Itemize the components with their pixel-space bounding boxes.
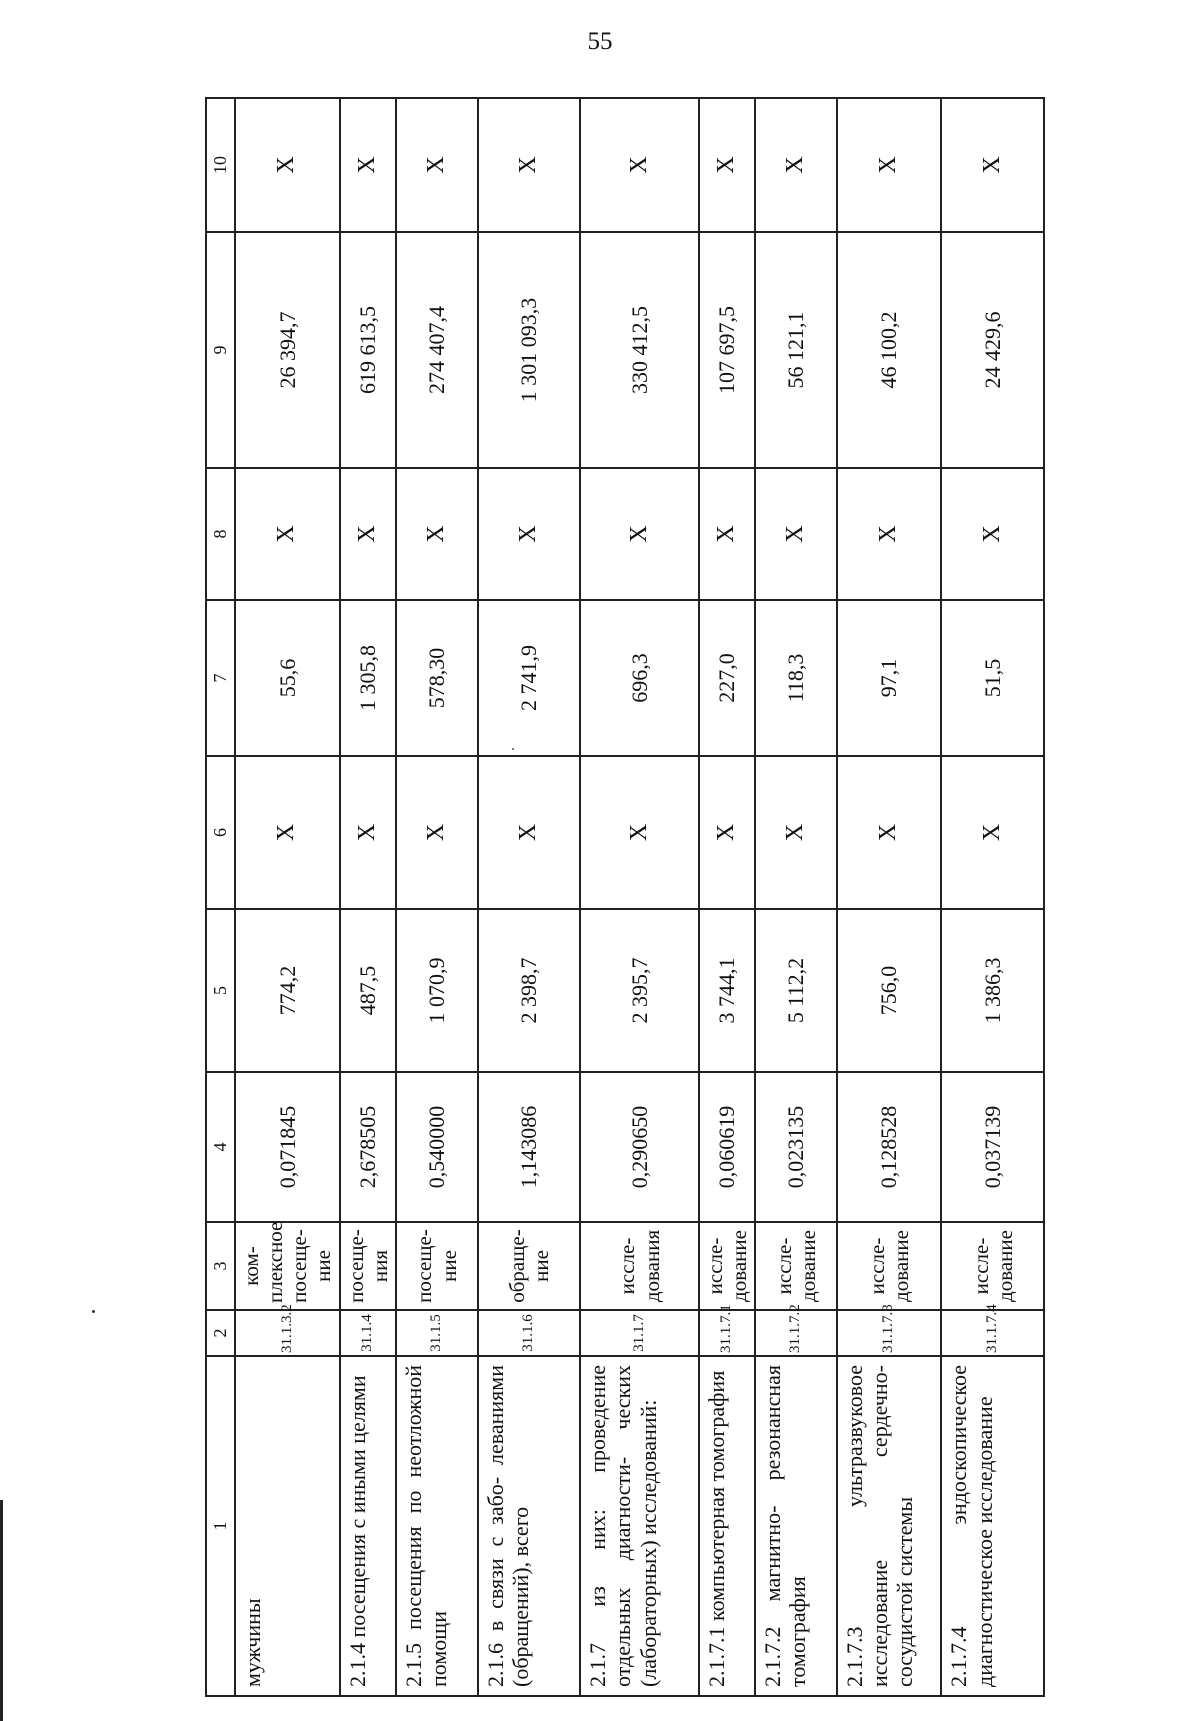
row-value-cell: 774,2 bbox=[235, 909, 340, 1072]
row-value-cell: 2 741,9 bbox=[478, 600, 581, 756]
row-unit-cell: иссле- дования bbox=[580, 1222, 699, 1310]
row-x-cell: X bbox=[699, 756, 755, 909]
row-value-cell: 2,678505 bbox=[340, 1072, 396, 1222]
column-number: 7 bbox=[206, 600, 235, 756]
row-value-cell: 619 613,5 bbox=[340, 232, 396, 468]
row-x-cell: X bbox=[755, 756, 837, 909]
row-value-cell: 24 429,6 bbox=[941, 232, 1044, 468]
column-number-row bbox=[206, 98, 235, 1696]
row-x-cell: X bbox=[478, 468, 581, 600]
row-value-cell: 2 398,7 bbox=[478, 909, 581, 1072]
row-x-cell: X bbox=[396, 756, 478, 909]
row-x-cell: X bbox=[755, 468, 837, 600]
row-value-cell: 0,060619 bbox=[699, 1072, 755, 1222]
row-unit-cell: посеще- ния bbox=[340, 1222, 396, 1310]
table-row bbox=[235, 98, 340, 1696]
rotated-table-container bbox=[205, 99, 1045, 1697]
row-name-cell: 2.1.7.4 эндоскопическое диагностическое исследование bbox=[941, 1356, 1044, 1696]
row-value-cell: 1 301 093,3 bbox=[478, 232, 581, 468]
row-value-cell: 0,023135 bbox=[755, 1072, 837, 1222]
page-number: 55 bbox=[587, 28, 613, 55]
table-row bbox=[837, 98, 942, 1696]
row-value-cell: 51,5 bbox=[941, 600, 1044, 756]
row-x-cell: X bbox=[699, 98, 755, 232]
row-name-cell: мужчины bbox=[235, 1356, 340, 1696]
row-code-cell: 31.1.7.2 bbox=[755, 1310, 837, 1356]
row-x-cell: X bbox=[340, 756, 396, 909]
row-value-cell: 26 394,7 bbox=[235, 232, 340, 468]
table-row bbox=[941, 98, 1044, 1696]
row-name-cell: 2.1.7.1 компьютерная томография bbox=[699, 1356, 755, 1696]
column-number: 8 bbox=[206, 468, 235, 600]
row-x-cell: X bbox=[580, 756, 699, 909]
table-row bbox=[580, 98, 699, 1696]
row-value-cell: 46 100,2 bbox=[837, 232, 942, 468]
row-x-cell: X bbox=[235, 756, 340, 909]
row-x-cell: X bbox=[837, 756, 942, 909]
row-value-cell: 1 305,8 bbox=[340, 600, 396, 756]
row-name-cell: 2.1.7 из них: проведение отдельных диагности- ческих (лабораторных) исследований: bbox=[580, 1356, 699, 1696]
column-number: 5 bbox=[206, 909, 235, 1072]
row-code-cell: 31.1.5 bbox=[396, 1310, 478, 1356]
row-value-cell: 1,143086 bbox=[478, 1072, 581, 1222]
row-unit-cell: иссле- дование bbox=[941, 1222, 1044, 1310]
row-value-cell: 5 112,2 bbox=[755, 909, 837, 1072]
scan-speck bbox=[92, 1310, 95, 1313]
column-number: 1 bbox=[206, 1356, 235, 1696]
row-value-cell: 0,128528 bbox=[837, 1072, 942, 1222]
row-code-cell: 31.1.7 bbox=[580, 1310, 699, 1356]
row-x-cell: X bbox=[837, 468, 942, 600]
row-x-cell: X bbox=[396, 468, 478, 600]
row-x-cell: X bbox=[580, 98, 699, 232]
row-x-cell: X bbox=[340, 468, 396, 600]
row-value-cell: 0,540000 bbox=[396, 1072, 478, 1222]
table-row bbox=[755, 98, 837, 1696]
row-value-cell: 274 407,4 bbox=[396, 232, 478, 468]
row-code-cell: 31.1.6 bbox=[478, 1310, 581, 1356]
column-number: 10 bbox=[206, 98, 235, 232]
row-x-cell: X bbox=[396, 98, 478, 232]
row-unit-cell: иссле- дование bbox=[755, 1222, 837, 1310]
row-name-cell: 2.1.7.3 ультразвуковое исследование сердечно- сосудистой системы bbox=[837, 1356, 942, 1696]
row-x-cell: X bbox=[941, 756, 1044, 909]
column-number: 9 bbox=[206, 232, 235, 468]
column-number: 6 bbox=[206, 756, 235, 909]
row-x-cell: X bbox=[941, 98, 1044, 232]
row-value-cell: 696,3 bbox=[580, 600, 699, 756]
row-code-cell: 31.1.3.2 bbox=[235, 1310, 340, 1356]
row-value-cell: 2 395,7 bbox=[580, 909, 699, 1072]
row-code-cell: 31.1.7.1 bbox=[699, 1310, 755, 1356]
row-value-cell: 227,0 bbox=[699, 600, 755, 756]
column-number: 2 bbox=[206, 1310, 235, 1356]
table-row bbox=[699, 98, 755, 1696]
row-code-cell: 31.1.7.3 bbox=[837, 1310, 942, 1356]
row-x-cell: X bbox=[837, 98, 942, 232]
row-value-cell: 118,3 bbox=[755, 600, 837, 756]
row-value-cell: 330 412,5 bbox=[580, 232, 699, 468]
row-x-cell: X bbox=[941, 468, 1044, 600]
row-x-cell: X bbox=[580, 468, 699, 600]
row-x-cell: X bbox=[699, 468, 755, 600]
row-name-cell: 2.1.5 посещения по неотложной помощи bbox=[396, 1356, 478, 1696]
row-value-cell: 0,071845 bbox=[235, 1072, 340, 1222]
row-value-cell: 578,30 bbox=[396, 600, 478, 756]
row-value-cell: 756,0 bbox=[837, 909, 942, 1072]
row-x-cell: X bbox=[235, 98, 340, 232]
row-unit-cell: посеще- ние bbox=[396, 1222, 478, 1310]
data-table bbox=[205, 97, 1045, 1697]
table-row bbox=[478, 98, 581, 1696]
row-value-cell: 3 744,1 bbox=[699, 909, 755, 1072]
row-code-cell: 31.1.7.4 bbox=[941, 1310, 1044, 1356]
row-x-cell: X bbox=[478, 98, 581, 232]
row-name-cell: 2.1.7.2 магнитно- резонансная томография bbox=[755, 1356, 837, 1696]
row-name-cell: 2.1.4 посещения с иными целями bbox=[340, 1356, 396, 1696]
row-value-cell: 1 386,3 bbox=[941, 909, 1044, 1072]
column-number: 3 bbox=[206, 1222, 235, 1310]
row-value-cell: 56 121,1 bbox=[755, 232, 837, 468]
row-x-cell: X bbox=[755, 98, 837, 232]
row-unit-cell: обраще- ние bbox=[478, 1222, 581, 1310]
row-code-cell: 31.1.4 bbox=[340, 1310, 396, 1356]
row-x-cell: X bbox=[478, 756, 581, 909]
row-value-cell: 0,290650 bbox=[580, 1072, 699, 1222]
row-unit-cell: ком- плексное посеще- ние bbox=[235, 1222, 340, 1310]
row-value-cell: 487,5 bbox=[340, 909, 396, 1072]
column-number: 4 bbox=[206, 1072, 235, 1222]
table-row bbox=[396, 98, 478, 1696]
binding-edge-line bbox=[0, 1500, 3, 1721]
row-value-cell: 0,037139 bbox=[941, 1072, 1044, 1222]
row-value-cell: 1 070,9 bbox=[396, 909, 478, 1072]
row-value-cell: 107 697,5 bbox=[699, 232, 755, 468]
row-unit-cell: иссле- дование bbox=[837, 1222, 942, 1310]
row-x-cell: X bbox=[235, 468, 340, 600]
row-value-cell: 97,1 bbox=[837, 600, 942, 756]
row-unit-cell: иссле- дование bbox=[699, 1222, 755, 1310]
table-row bbox=[340, 98, 396, 1696]
row-value-cell: 55,6 bbox=[235, 600, 340, 756]
row-x-cell: X bbox=[340, 98, 396, 232]
row-name-cell: 2.1.6 в связи с забо- леваниями (обращений), всего bbox=[478, 1356, 581, 1696]
